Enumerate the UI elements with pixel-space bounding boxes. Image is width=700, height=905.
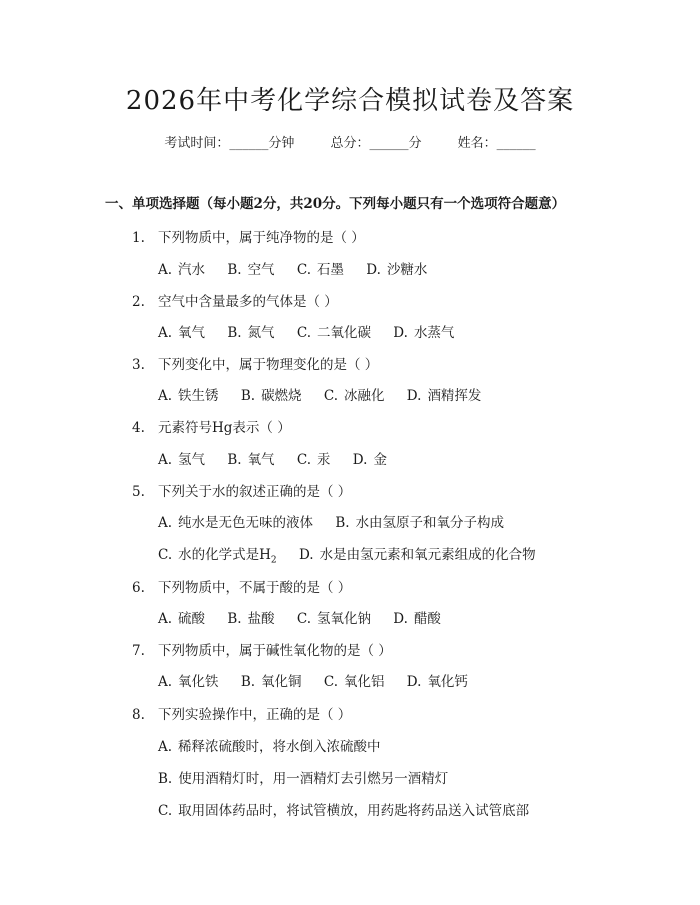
question-number: 8. [132, 707, 145, 723]
option-label: C. [296, 325, 311, 341]
question-number: 4. [132, 420, 145, 436]
option-text: 水蒸气 [413, 325, 455, 341]
question-number: 2. [132, 294, 145, 310]
option-a [158, 262, 205, 278]
option-d [353, 452, 387, 468]
option-text: 使用酒精灯时，用一酒精灯去引燃另一酒精灯 [178, 771, 449, 787]
option-c [297, 611, 371, 627]
option-label: C. [158, 547, 173, 563]
option-d [393, 325, 454, 341]
question-8-option-c [158, 799, 547, 819]
option-text: 汽水 [178, 262, 206, 278]
option-d [393, 611, 441, 627]
option-text: 水由氢原子和氧分子构成 [355, 515, 505, 531]
question-5-options-line-1 [158, 511, 522, 531]
option-c [158, 547, 277, 566]
name-field [458, 136, 536, 151]
option-label: B. [240, 388, 256, 404]
option-text: 氧化铜 [261, 674, 302, 690]
option-text: 碳燃烧 [261, 388, 302, 404]
exam-info [0, 132, 700, 151]
question-2-options [158, 321, 472, 341]
option-label: B. [335, 515, 350, 531]
option-label: A. [158, 325, 173, 341]
option-label: A. [158, 388, 173, 404]
option-label: C. [323, 674, 338, 690]
option-b [241, 674, 302, 690]
option-label: A. [158, 262, 173, 278]
option-b [227, 325, 274, 341]
name-label: 姓名： [457, 136, 497, 151]
option-a [158, 452, 205, 468]
option-label: B. [227, 611, 242, 627]
question-text: 下列物质中，属于碱性氧化物的是（ ） [158, 643, 392, 659]
question-5 [132, 480, 351, 500]
question-4-options [158, 448, 405, 468]
option-label: A. [158, 452, 173, 468]
option-label: D. [298, 547, 314, 563]
question-number: 3. [132, 357, 145, 373]
question-text: 下列物质中，不属于酸的是（ ） [158, 580, 352, 596]
option-label: A. [158, 674, 173, 690]
option-c [158, 803, 529, 819]
option-text: 醋酸 [413, 611, 441, 627]
option-label: B. [240, 674, 256, 690]
option-b [158, 771, 448, 787]
option-label: A. [158, 739, 173, 755]
question-3-options [158, 384, 499, 404]
option-text: 氢气 [178, 452, 206, 468]
option-c [297, 262, 344, 278]
question-2 [132, 290, 338, 310]
question-text: 下列变化中，属于物理变化的是（ ） [158, 357, 379, 373]
option-label: C. [158, 803, 173, 819]
option-b [241, 388, 302, 404]
question-number: 7. [132, 643, 145, 659]
option-label: D. [366, 262, 381, 278]
option-label: C. [296, 262, 311, 278]
question-5-options-line-2 [158, 543, 554, 566]
option-label: C. [296, 611, 311, 627]
option-text: 金 [373, 452, 387, 468]
option-text: 氧化铁 [178, 674, 219, 690]
question-6 [132, 576, 351, 596]
question-text: 下列关于水的叙述正确的是（ ） [158, 484, 352, 500]
option-text: 冰融化 [344, 388, 385, 404]
option-text: 氢氧化钠 [317, 611, 371, 627]
option-label: B. [227, 325, 242, 341]
option-label: B. [227, 262, 242, 278]
option-label: D. [393, 611, 408, 627]
option-text: 硫酸 [178, 611, 206, 627]
option-a [158, 388, 219, 404]
question-3 [132, 353, 378, 373]
option-label: A. [158, 611, 173, 627]
option-a [158, 515, 313, 531]
total-score-unit: 分 [408, 136, 422, 151]
page-title: 2026年中考化学综合模拟试卷及答案 [125, 86, 575, 116]
question-8-option-a [158, 735, 399, 755]
option-text: 水是由氢元素和氧元素组成的化合物 [319, 547, 536, 563]
question-text: 下列实验操作中，正确的是（ ） [158, 707, 352, 723]
option-text: 酒精挥发 [427, 388, 482, 404]
option-text: 汞 [317, 452, 331, 468]
exam-time-blank: ______ [229, 136, 269, 151]
question-1-options [158, 258, 445, 278]
option-c [324, 388, 385, 404]
question-text: 下列物质中，属于纯净物的是（ ） [158, 230, 365, 246]
option-text: 氧气 [247, 452, 275, 468]
option-label: D. [406, 674, 422, 690]
option-b [227, 452, 274, 468]
option-text: 盐酸 [247, 611, 275, 627]
option-text: 纯水是无色无味的液体 [178, 515, 314, 531]
option-label: D. [352, 452, 368, 468]
formula-subscript: 2 [270, 555, 277, 566]
option-label: C. [323, 388, 338, 404]
question-4 [132, 416, 291, 436]
option-a [158, 739, 381, 755]
question-8 [132, 703, 351, 723]
question-6-options [158, 607, 459, 627]
option-text: 石墨 [317, 262, 344, 278]
option-a [158, 325, 205, 341]
option-label: C. [296, 452, 311, 468]
section-heading: 一、单项选择题（每小题2分，共20分。下列每小题只有一个选项符合题意） [105, 196, 566, 212]
total-score-field [330, 136, 421, 151]
question-7 [132, 639, 392, 659]
option-text: 空气 [247, 262, 275, 278]
question-1 [132, 226, 365, 246]
question-text: 空气中含量最多的气体是（ ） [158, 294, 338, 310]
question-text: 元素符号Hg表示（ ） [158, 420, 291, 436]
question-8-option-b [158, 767, 466, 787]
option-text: 氮气 [247, 325, 275, 341]
option-c [297, 452, 331, 468]
question-number: 1. [132, 230, 145, 246]
option-d [299, 547, 536, 563]
option-a [158, 674, 219, 690]
option-c [297, 325, 371, 341]
option-text: 沙糖水 [386, 262, 428, 278]
option-b [227, 262, 274, 278]
total-score-blank: ______ [369, 136, 409, 151]
option-d [366, 262, 427, 278]
option-text: 氧气 [178, 325, 206, 341]
total-score-label: 总分： [330, 136, 370, 151]
option-d [407, 674, 468, 690]
option-text: 铁生锈 [178, 388, 219, 404]
option-a [158, 611, 205, 627]
exam-time-field [164, 136, 294, 151]
option-b [227, 611, 274, 627]
option-label: A. [158, 515, 173, 531]
name-blank: ______ [496, 136, 536, 151]
question-number: 6. [132, 580, 145, 596]
option-text: 二氧化碳 [317, 325, 371, 341]
option-label: D. [393, 325, 408, 341]
question-number: 5. [132, 484, 145, 500]
option-text: 稀释浓硫酸时，将水倒入浓硫酸中 [178, 739, 381, 755]
option-text: 水的化学式是H [178, 547, 271, 563]
option-b [335, 515, 504, 531]
option-c [324, 674, 385, 690]
question-7-options [158, 670, 486, 690]
option-label: B. [227, 452, 242, 468]
exam-time-label: 考试时间： [164, 136, 230, 151]
option-text: 氧化铝 [344, 674, 385, 690]
option-label: D. [406, 388, 422, 404]
option-d [407, 388, 482, 404]
option-text: 取用固体药品时，将试管横放，用药匙将药品送入试管底部 [178, 803, 530, 819]
exam-time-unit: 分钟 [268, 136, 295, 151]
option-text: 氧化钙 [427, 674, 468, 690]
option-label: B. [158, 771, 173, 787]
